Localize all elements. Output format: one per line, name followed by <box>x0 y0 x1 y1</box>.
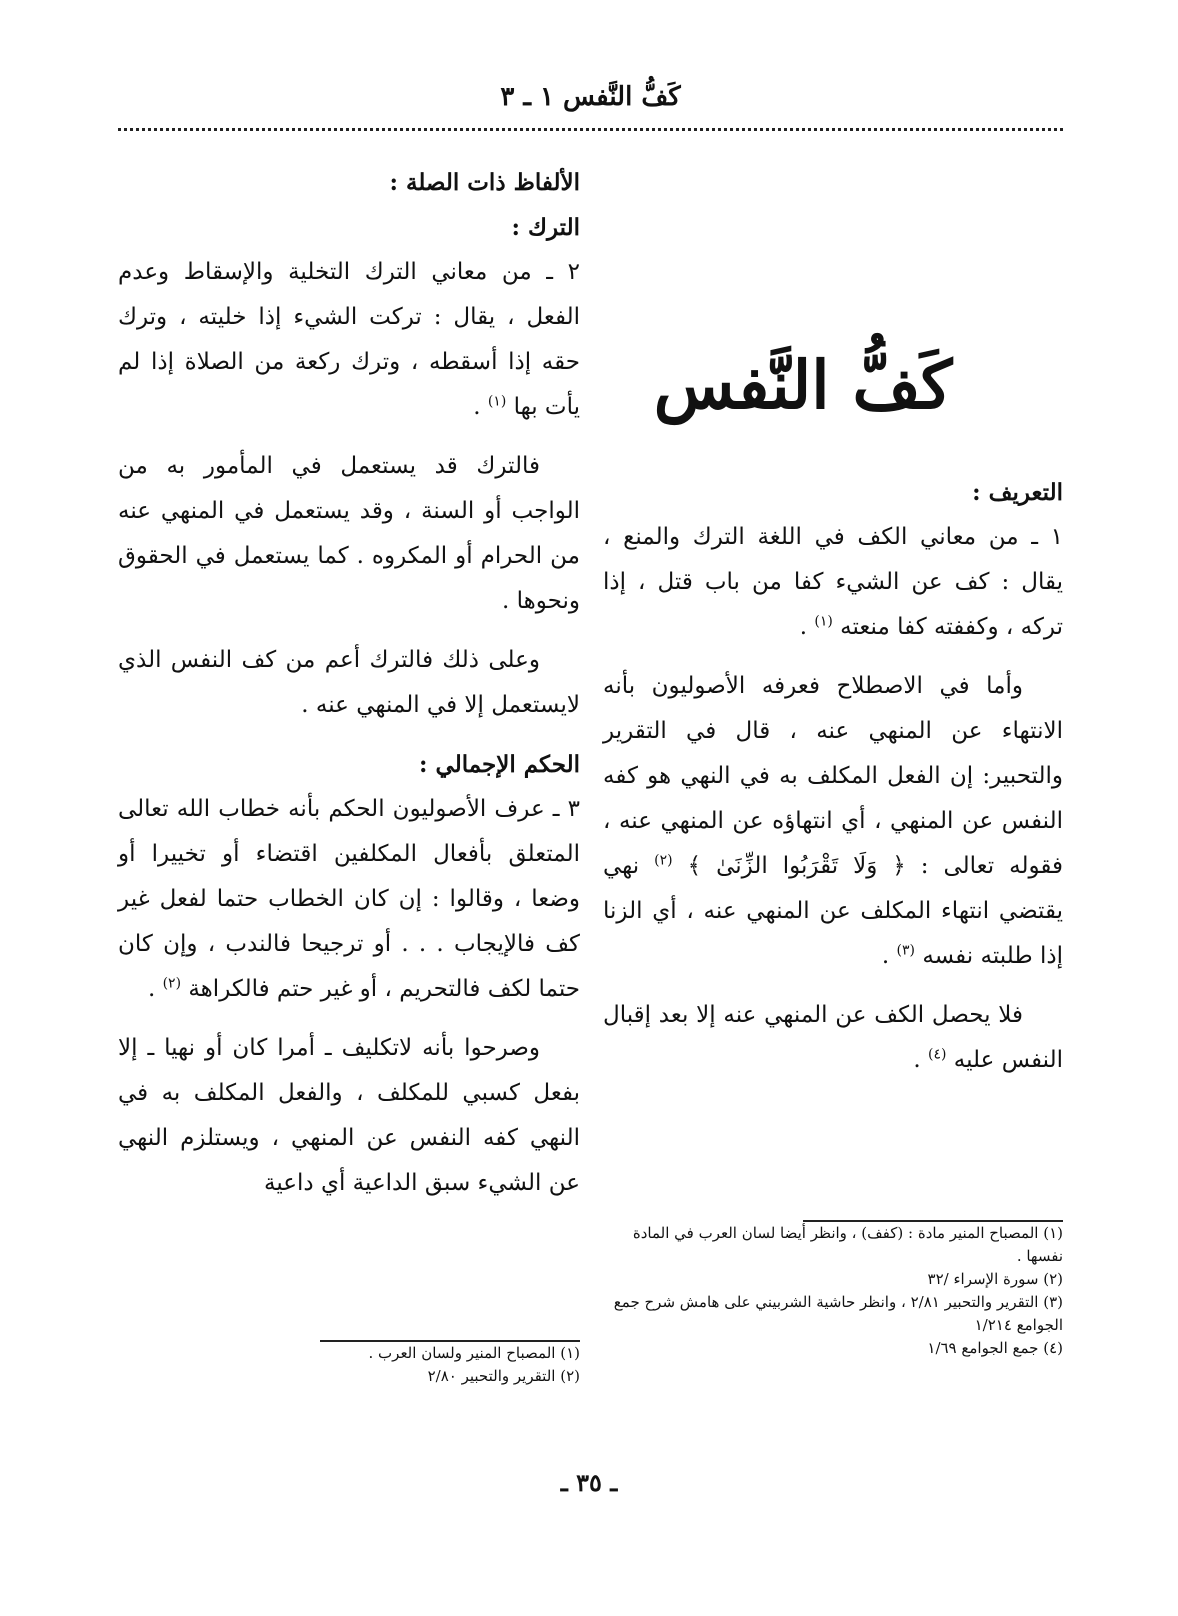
header-dotted-rule <box>118 128 1063 131</box>
tark-heading: الترك : <box>511 214 580 241</box>
footnote-ref: (٤) <box>928 1046 947 1063</box>
conclusion-paragraph: فلا يحصل الكف عن المنهي عنه إلا بعد إقبال النفس عليه $^{(٤)}$ . <box>603 1002 1063 1073</box>
footnote: (٣) التقرير والتحبير ٢/٨١ ، وانظر حاشية الشربيني على هامش شرح جمع الجوامع ١/٢١٤ <box>613 1293 1063 1334</box>
footnote-ref: (٣) <box>896 942 916 959</box>
footnote: (١) المصباح المنير مادة : (كفف) ، وانظر أيضا لسان العرب في المادة نفسها . <box>632 1224 1063 1265</box>
running-header: كَفُّ النَّفس ١ ـ ٣ <box>500 82 681 112</box>
footnote-ref: (١) <box>487 393 507 410</box>
tark-paragraph: ٢ ـ من معاني الترك التخلية والإسقاط وعدم الفعل ، يقال : تركت الشيء إذا خليته ، وترك حقه إذا أسقطه ، وترك ركعة من الصلاة إذا لم يأت بها $^{(١)}$ . <box>118 259 580 420</box>
footnote-ref: (٢) <box>162 975 182 992</box>
article-title: كَفُّ النَّفس <box>653 346 953 424</box>
tark-comparison-paragraph: وعلى ذلك فالترك أعم من كف النفس الذي لايستعمل إلا في المنهي عنه . <box>118 647 580 718</box>
definition-heading: التعريف : <box>972 479 1063 506</box>
definition-paragraph: ١ ـ من معاني الكف في اللغة الترك والمنع ، يقال : كف عن الشيء كفا من باب قتل ، إذا تركه ، وكففته كفا منعته $^{(١)}$ . <box>603 524 1063 640</box>
right-footnotes <box>603 1220 1063 1360</box>
left-footnotes <box>118 1340 580 1388</box>
footnote: (١) المصباح المنير ولسان العرب . <box>368 1344 580 1362</box>
footnote: (٤) جمع الجوامع ١/٦٩ <box>927 1339 1063 1357</box>
footnote: (٢) سورة الإسراء /٣٢ <box>927 1270 1063 1288</box>
ruling-paragraph: ٣ ـ عرف الأصوليون الحكم بأنه خطاب الله تعالى المتعلق بأفعال المكلفين اقتضاء أو تخييرا أو وضعا ، وقالوا : إن كان الخطاب حتما لفعل غير كف فالإيجاب . . . أو ترجيحا فالندب ، وإن كان حتما لكف فالتحريم ، أو غير حتم فالكراهة $^{(٢)}$ . <box>118 796 580 1002</box>
footnote: (٢) التقرير والتحبير ٢/٨٠ <box>427 1367 580 1385</box>
right-column <box>603 470 1063 1097</box>
terminology-paragraph: وأما في الاصطلاح فعرفه الأصوليون بأنه الانتهاء عن المنهي عنه ، قال في التقرير والتحبير: إن الفعل المكلف به في النهي هو كفه النفس عن المنهي ، أي انتهاؤه عن المنهي عنه ، فقوله تعالى : ﴿ وَلَا تَقْرَبُوا الزِّنَىٰ ﴾ $^{(٢)}$ نهي يقتضي انتهاء المكلف عن المنهي عنه ، أي الزنا إذا طلبته نفسه $^{(٣)}$ . <box>603 673 1064 969</box>
ruling-heading: الحكم الإجمالي : <box>419 751 580 778</box>
page-number: ـ ٣٥ ـ <box>560 1468 618 1497</box>
footnote-ref: (١) <box>814 613 833 630</box>
left-column <box>118 160 580 1220</box>
related-terms-heading: الألفاظ ذات الصلة : <box>389 169 580 196</box>
ruling-continued-paragraph: وصرحوا بأنه لاتكليف ـ أمرا كان أو نهيا ـ إلا بفعل كسبي للمكلف ، والفعل المكلف به في النهي كفه النفس عن المنهي ، ويستلزم النهي عن الشيء سبق الداعية أي داعية <box>118 1035 580 1196</box>
footnote-ref: (٢) <box>654 852 673 869</box>
tark-usage-paragraph: فالترك قد يستعمل في المأمور به من الواجب أو السنة ، وقد يستعمل في المنهي عنه من الحرام أو المكروه . كما يستعمل في الحقوق ونحوها . <box>118 453 580 614</box>
